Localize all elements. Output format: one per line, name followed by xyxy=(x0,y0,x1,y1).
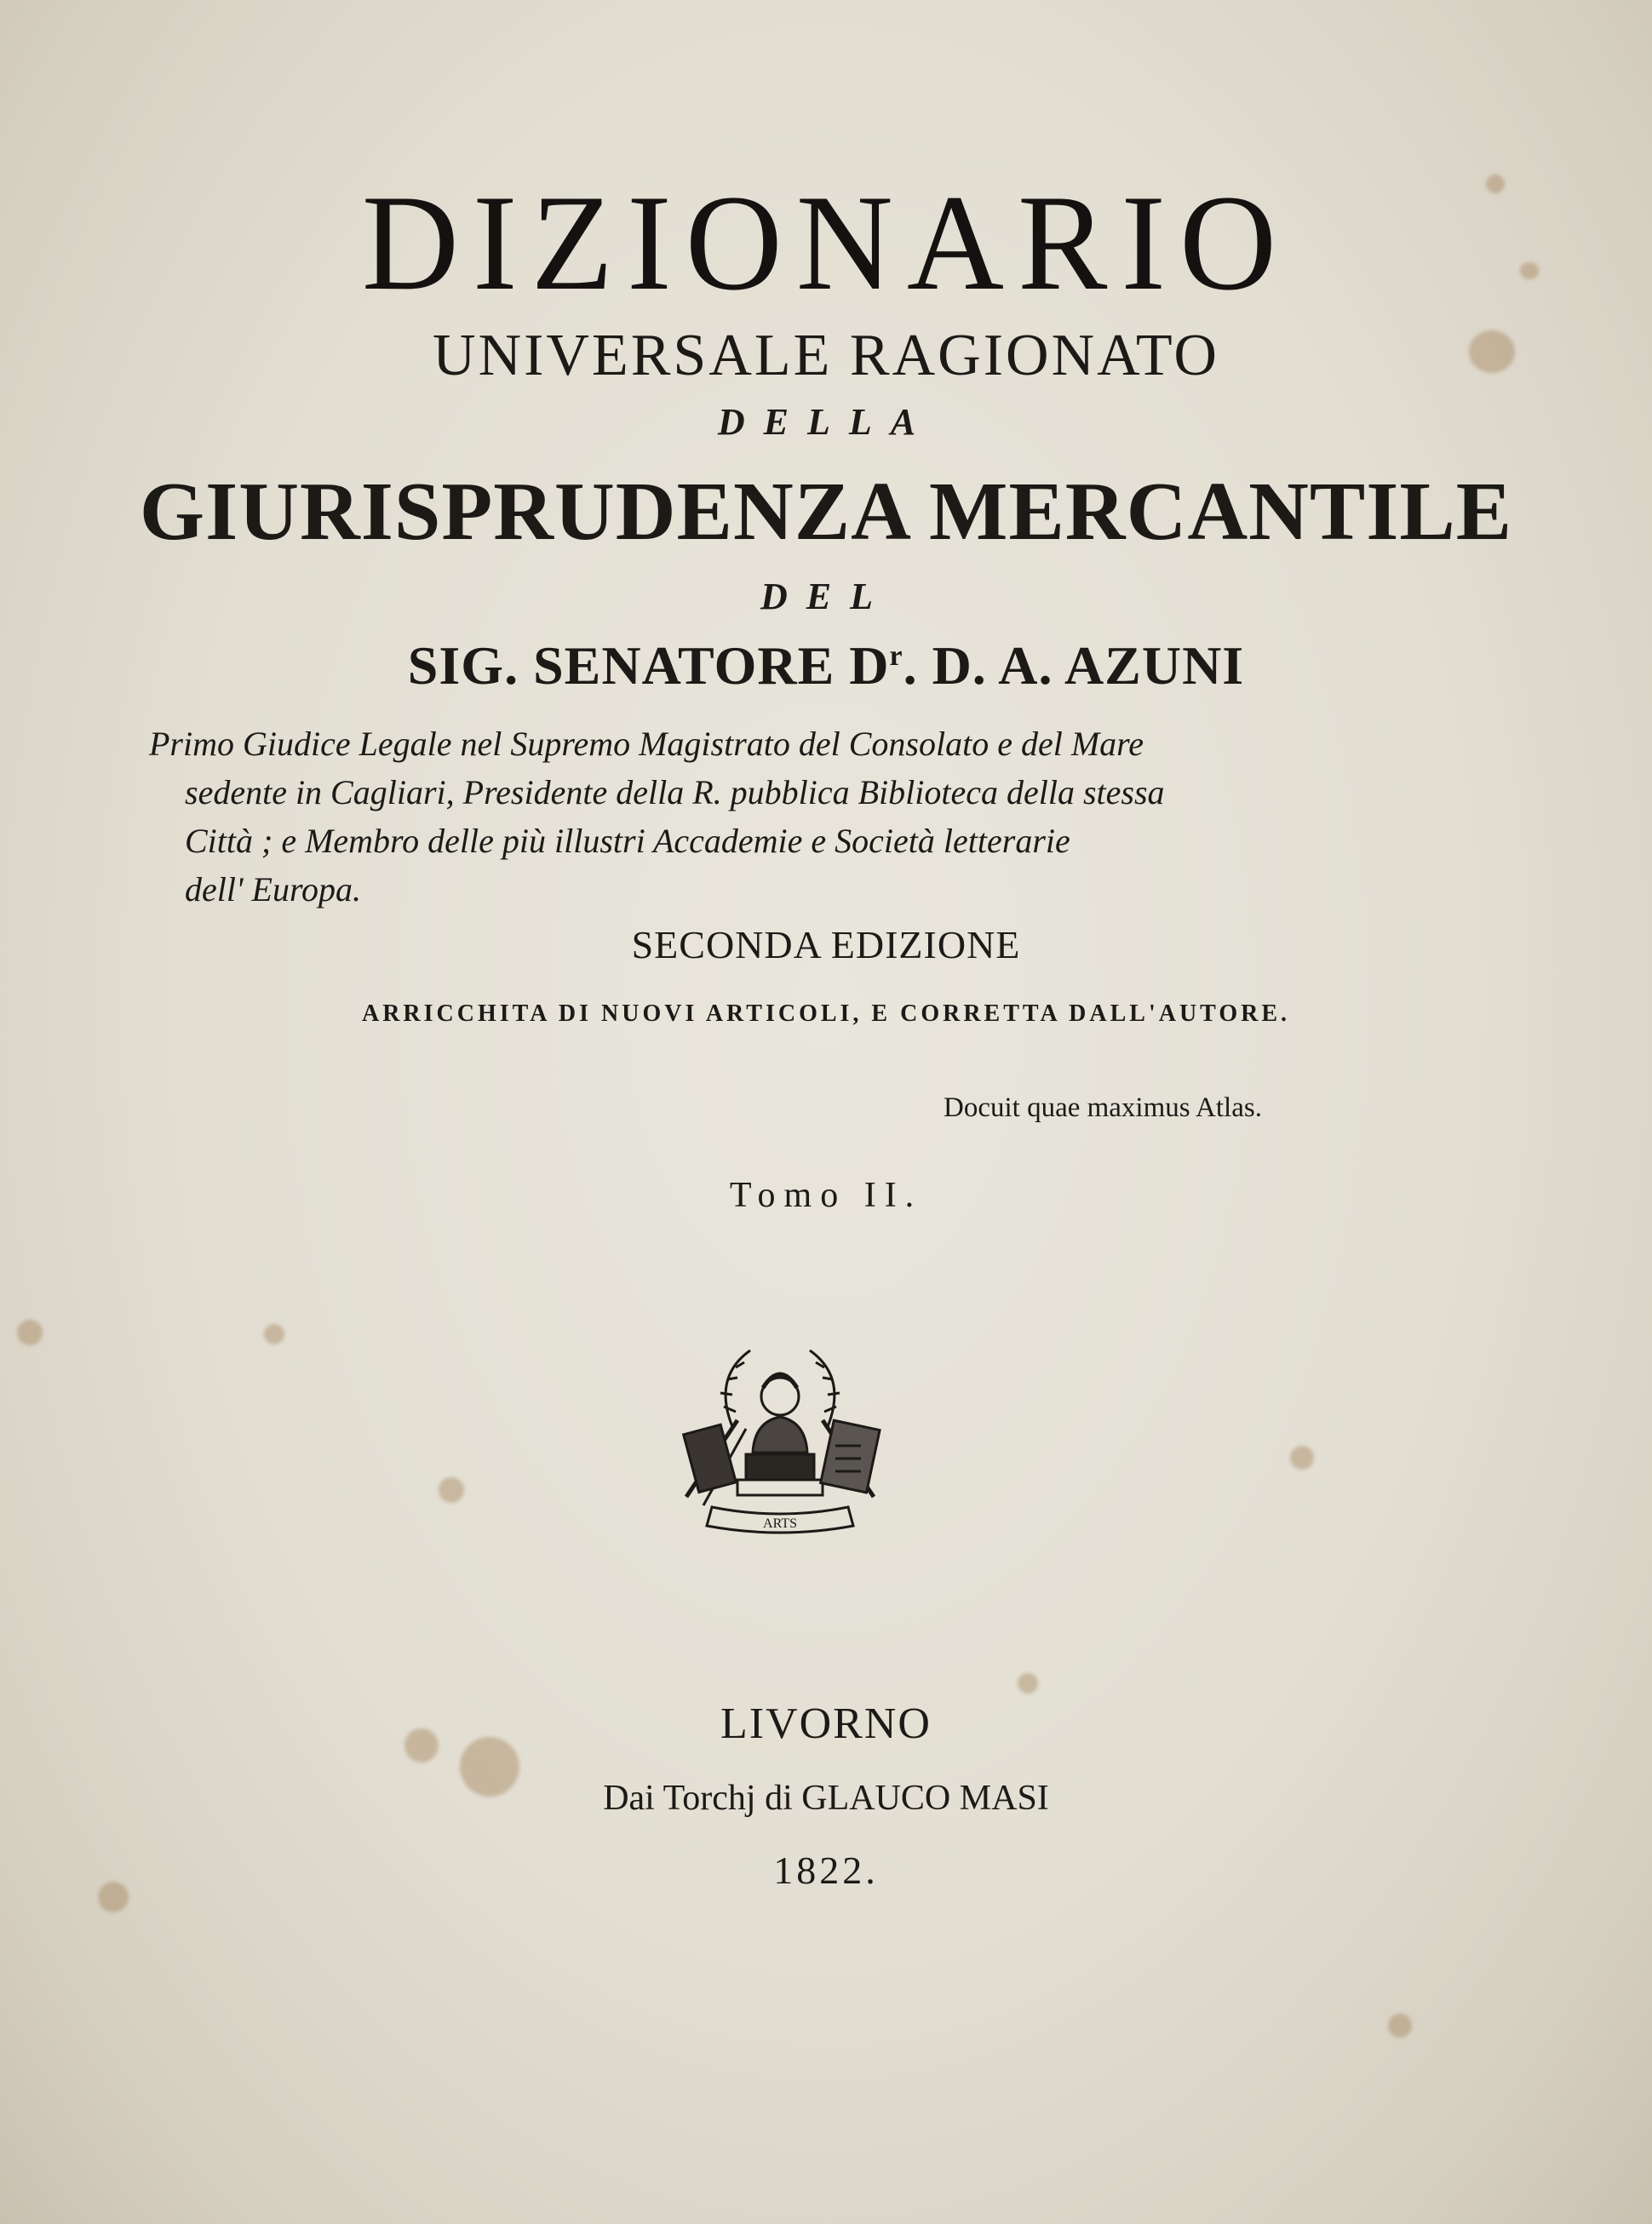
stain xyxy=(439,1477,464,1503)
description-line: Primo Giudice Legale nel Supremo Magistrato del Consolato e del Mare xyxy=(149,725,1144,763)
imprint-printer: Dai Torchj di GLAUCO MASI xyxy=(603,1779,1049,1818)
book-title: DIZIONARIO xyxy=(361,167,1291,319)
volume-number: Tomo II. xyxy=(729,1176,923,1215)
subtitle-giurisprudenza: GIURISPRUDENZA MERCANTILE xyxy=(139,466,1513,558)
description-line: dell' Europa. xyxy=(185,870,362,909)
stain xyxy=(1388,2014,1412,2038)
edition: SECONDA EDIZIONE xyxy=(631,923,1021,966)
description-line: sedente in Cagliari, Presidente della R. pubblica Biblioteca della stessa xyxy=(185,773,1165,811)
subtitle-del: DEL xyxy=(760,576,892,617)
stain xyxy=(1290,1446,1314,1470)
stain xyxy=(1018,1673,1038,1694)
author-sup: r xyxy=(889,640,903,672)
imprint-year: 1822. xyxy=(773,1849,879,1892)
stain xyxy=(264,1324,284,1344)
author-prefix: SIG. SENATORE D xyxy=(407,635,890,696)
imprint-city: LIVORNO xyxy=(720,1700,932,1748)
vignette-label: ARTS xyxy=(763,1516,797,1531)
subtitle-universale: UNIVERSALE RAGIONATO xyxy=(433,323,1219,388)
description-line: Città ; e Membro delle più illustri Accademie e Società letterarie xyxy=(185,822,1070,860)
author-suffix: . D. A. AZUNI xyxy=(903,635,1245,696)
edition-note: ARRICCHITA DI NUOVI ARTICOLI, E CORRETTA DALL'AUTORE. xyxy=(361,1000,1291,1027)
author-line xyxy=(0,634,1652,697)
author-description xyxy=(149,719,1426,914)
printer-vignette-icon xyxy=(652,1327,908,1582)
motto: Docuit quae maximus Atlas. xyxy=(944,1092,1262,1123)
stain xyxy=(17,1320,43,1345)
subtitle-della: DELLA xyxy=(717,401,935,443)
